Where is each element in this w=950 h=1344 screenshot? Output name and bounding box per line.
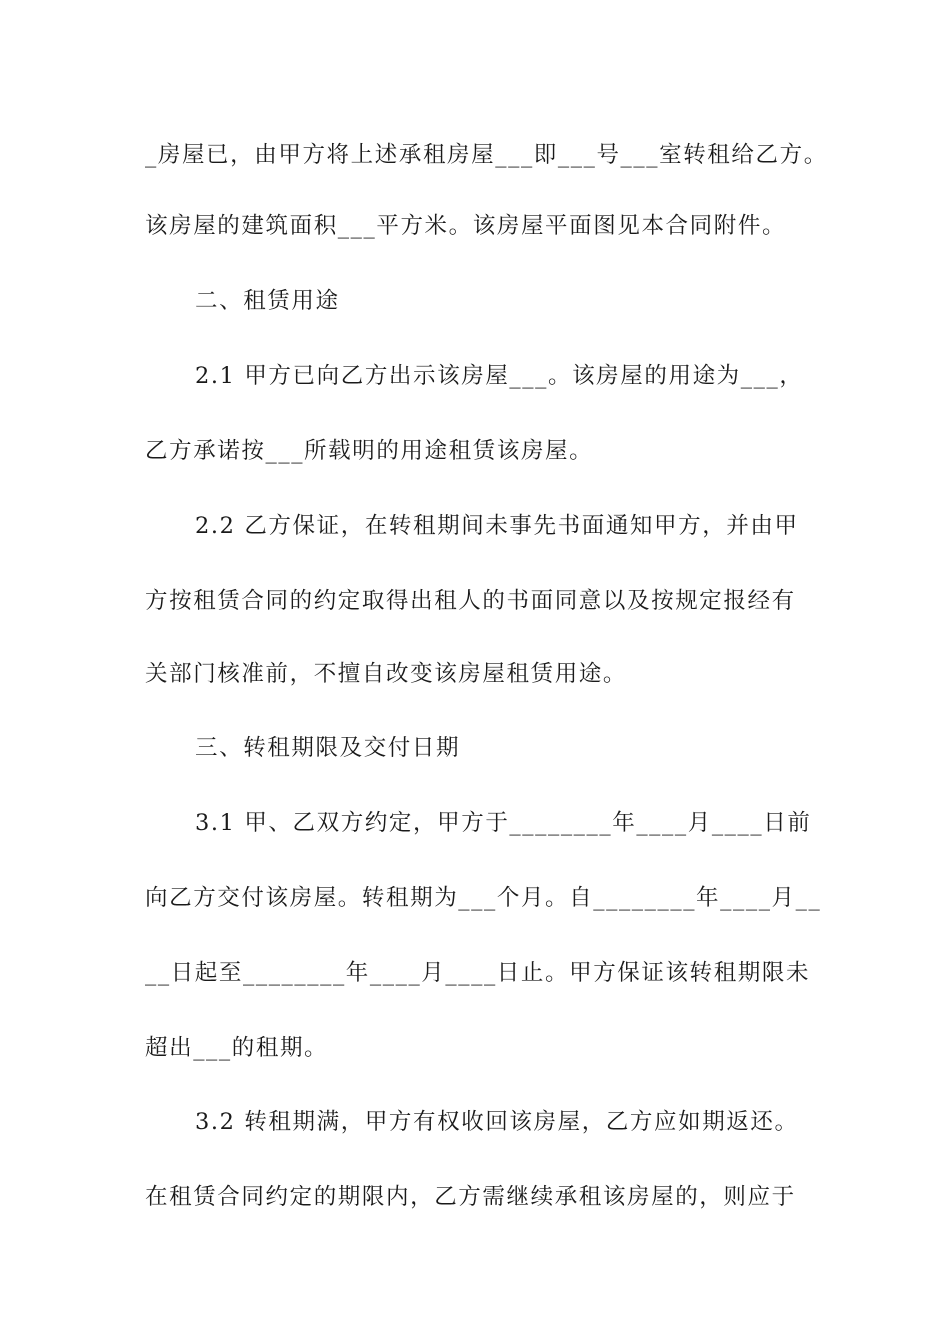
paragraph-line: __日起至________年____月____日止。甲方保证该转租期限未 bbox=[145, 960, 811, 986]
paragraph-line: 在租赁合同约定的期限内，乙方需继续承租该房屋的，则应于 bbox=[145, 1184, 796, 1210]
section-heading: 三、转租期限及交付日期 bbox=[195, 735, 461, 761]
paragraph-line: 关部门核准前，不擅自改变该房屋租赁用途。 bbox=[145, 661, 628, 687]
paragraph-line: 向乙方交付该房屋。转租期为___个月。自________年____月__ bbox=[145, 885, 822, 911]
paragraph-line: 该房屋的建筑面积___平方米。该房屋平面图见本合同附件。 bbox=[145, 213, 787, 239]
paragraph-line: 乙方承诺按___所载明的用途租赁该房屋。 bbox=[145, 438, 594, 464]
paragraph-line: 2.1 甲方已向乙方出示该房屋___。该房屋的用途为___， bbox=[195, 363, 804, 389]
paragraph-line: 超出___的租期。 bbox=[145, 1035, 329, 1061]
paragraph-line: 3.1 甲、乙双方约定，甲方于________年____月____日前 bbox=[195, 810, 812, 836]
paragraph-line: _房屋已，由甲方将上述承租房屋___即___号___室转租给乙方。 bbox=[145, 142, 828, 168]
section-heading: 二、租赁用途 bbox=[195, 288, 340, 314]
paragraph-line: 方按租赁合同的约定取得出租人的书面同意以及按规定报经有 bbox=[145, 588, 796, 614]
paragraph-line: 2.2 乙方保证，在转租期间未事先书面通知甲方，并由甲 bbox=[195, 513, 799, 539]
paragraph-line: 3.2 转租期满，甲方有权收回该房屋，乙方应如期返还。 bbox=[195, 1109, 799, 1135]
